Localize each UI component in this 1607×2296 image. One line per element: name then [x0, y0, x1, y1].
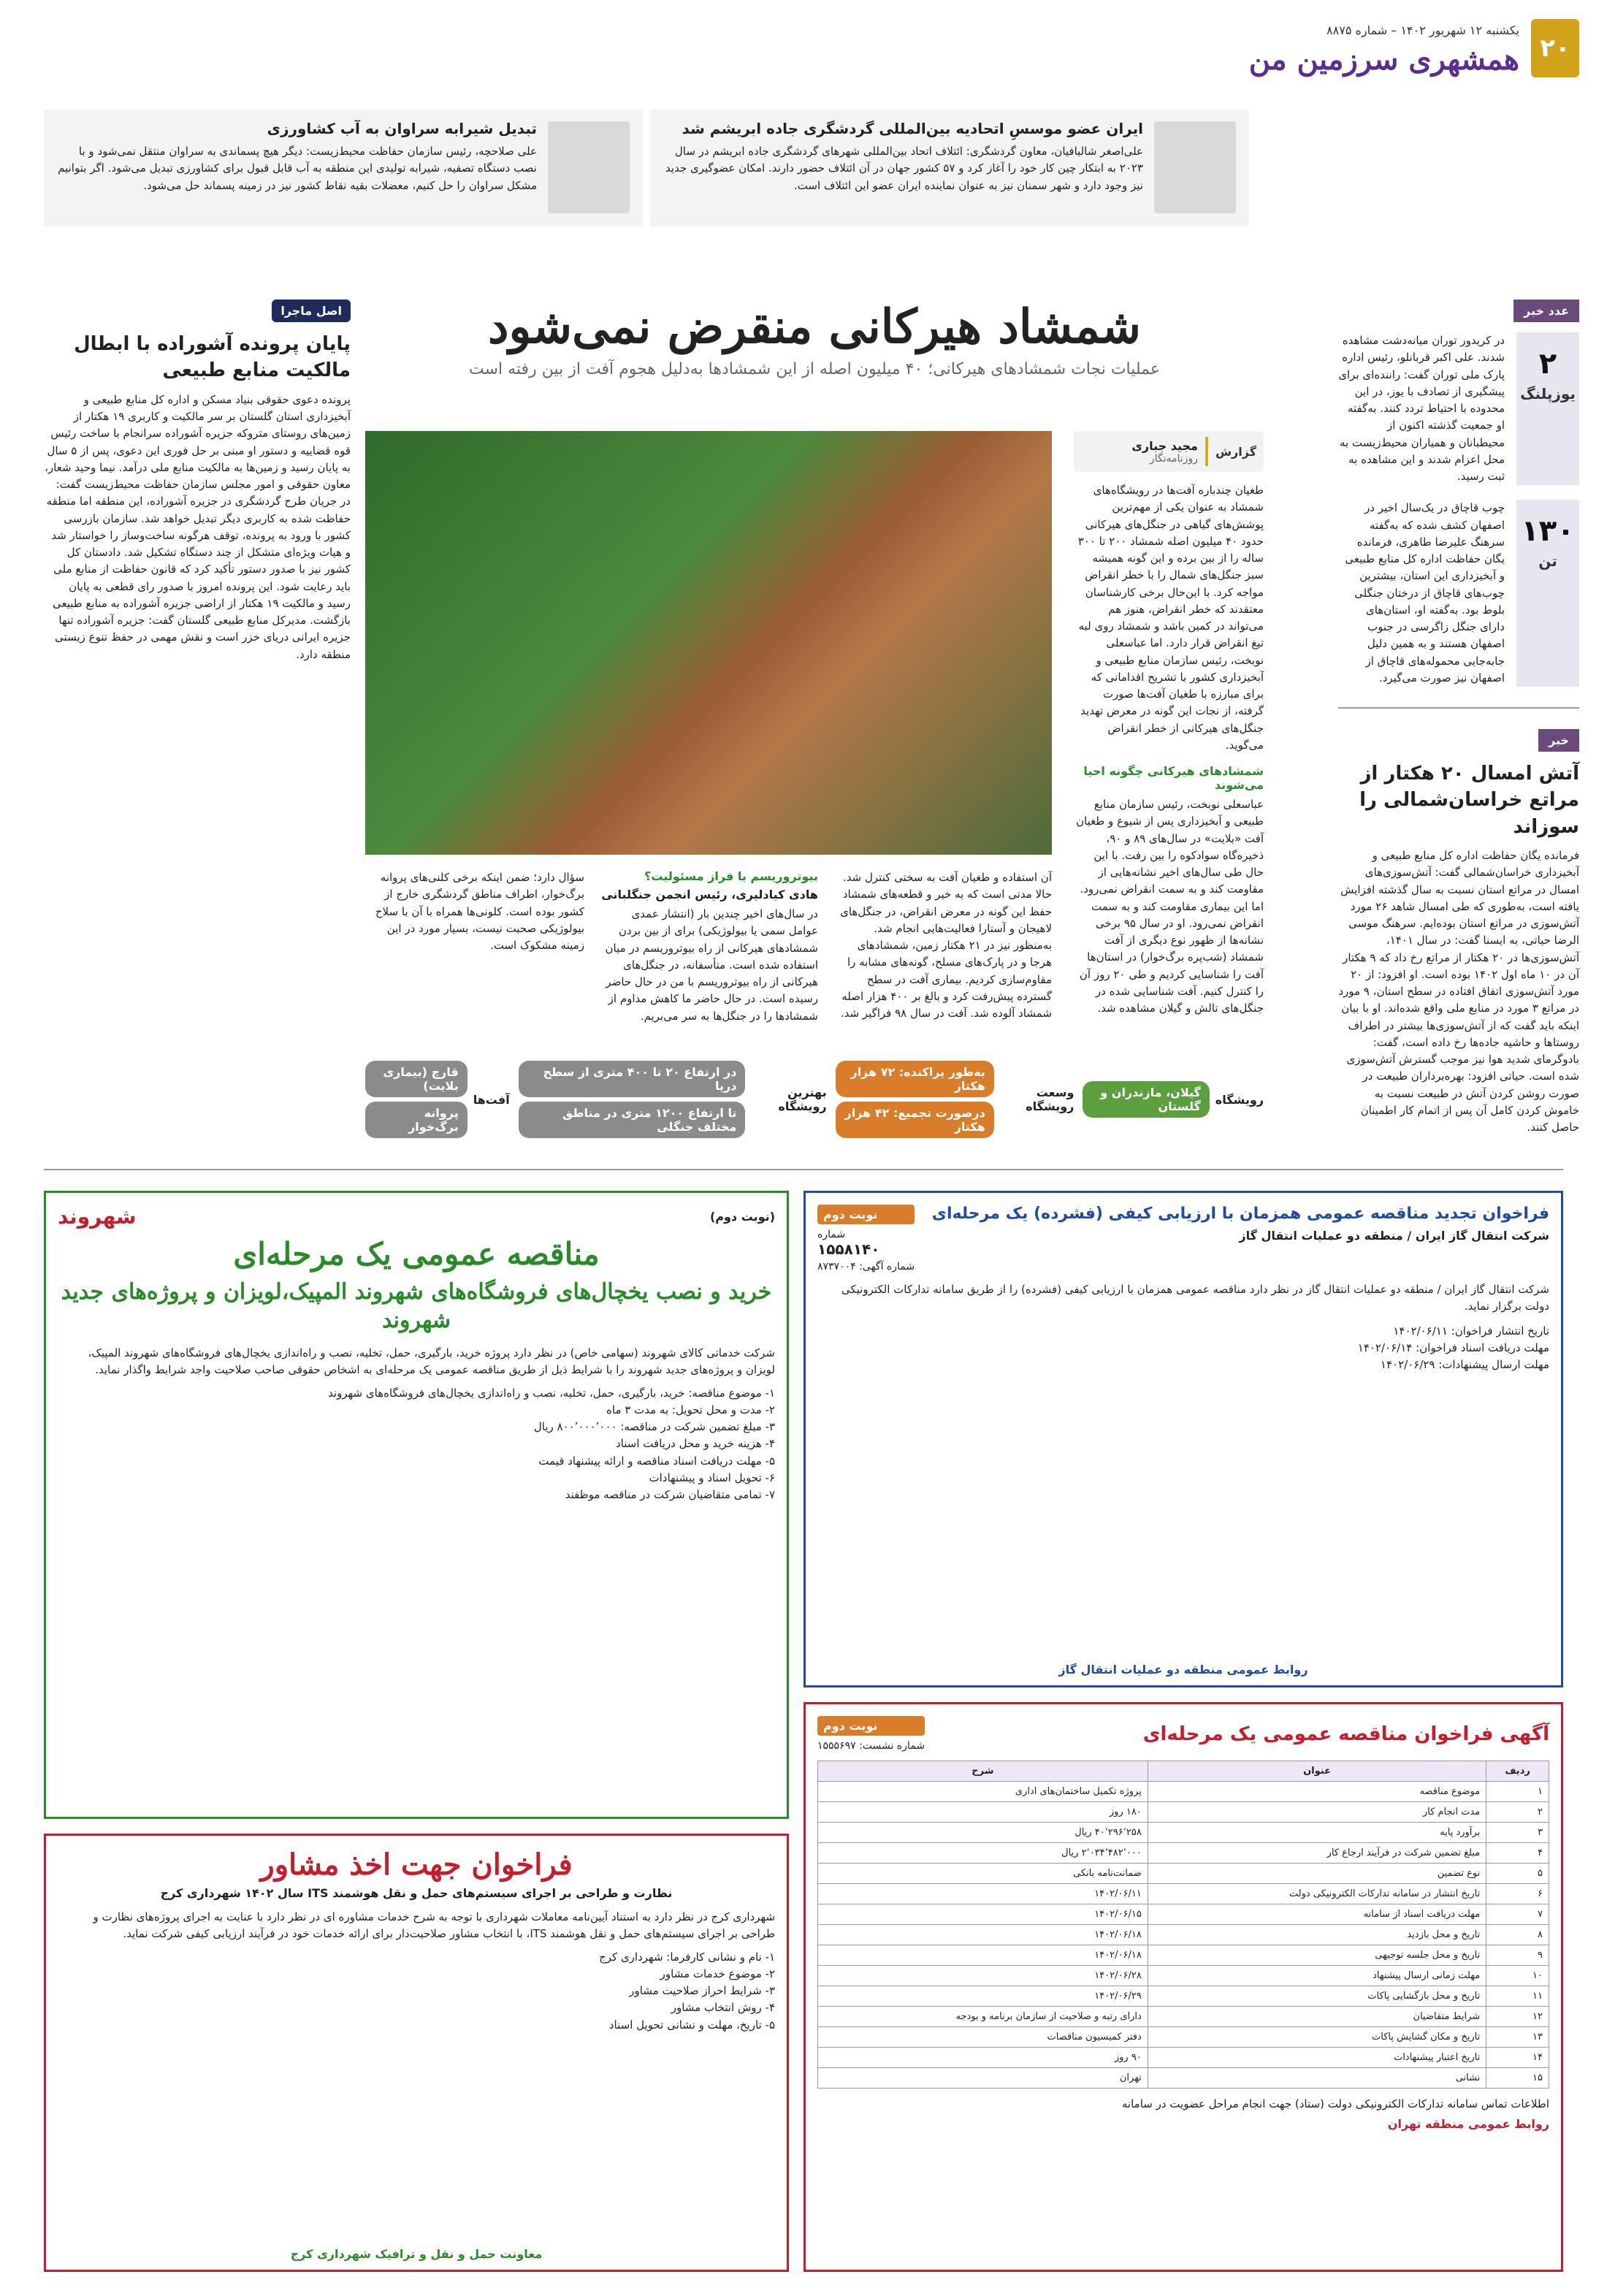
ad-footer: اطلاعات تماس سامانه تدارکات الکترونیکی دولت (ستاد) جهت انجام مراحل عضویت در سامانه [1121, 2097, 1549, 2110]
table-cell: ۲ [1486, 1802, 1549, 1823]
ad-item: ۶- تحویل اسناد و پیشنهادات [649, 1471, 775, 1484]
table-cell: مهلت زمانی ارسال پیشنهاد [1148, 1966, 1486, 1986]
ad-subtitle: خرید و نصب یخچال‌های فروشگاه‌های شهروند المپیک،لویزان و پروژه‌های جدید شهروند [61, 1279, 772, 1333]
table-cell: ۱۴۰۲/۰۶/۱۵ [818, 1904, 1148, 1925]
table-row [818, 1945, 1549, 1966]
table-cell: ۲٬۰۳۴٬۴۸۲٬۰۰۰ ریال [818, 1843, 1148, 1864]
table-row [818, 2068, 1549, 2089]
main-body-1: طغیان چندباره آفت‌ها در رویشگاه‌های شمشاد به عنوان یکی از مهم‌ترین پوشش‌های گیاهی در جنگل‌های هیرکانی حدود ۴۰ میلیون اصله شمشاد ۲۰۰ تا ۳۰۰ ساله را از بین برده و این گونه همیشه سبز جنگل‌های شمال را با خطر انقراض مواجه کرد. با این‌حال برخی کارشناسان معتقدند که خطر انقراض، هنوز هم می‌تواند در کمین باشد و شمشاد روی لبه تیغ انقراض قرار دارد. اما عباسعلی نوبخت، رئیس سازمان منابع طبیعی و آبخیزداری کشور با تشریح اقدامانی که برای مبارزه با طغیان آفت‌ها صورت گرفته، از نجات این گونه در معرض تهدید جنگل‌های هیرکانی از خطر انقراض می‌گوید. [1077, 484, 1264, 752]
ad-company: روابط عمومی منطقه تهران [1387, 2117, 1549, 2132]
table-cell: پروژه تکمیل ساختمان‌های اداری [818, 1782, 1148, 1802]
top-news-1 [650, 110, 1249, 226]
main-subhead: عملیات نجات شمشادهای هیرکانی؛ ۴۰ میلیون اصله از این شمشادها به‌دلیل هجوم آفت از بین رفته است [468, 360, 1161, 378]
right-body: پرونده دعوی حقوقی بنیاد مسکن و اداره کل منابع طبیعی و آبخیزداری استان گلستان بر سر مالکیت و کاربری ۱۹ هکتار از زمین‌های روستای متروکه جزیره آشوراده سرانجام با ساخت رئیس قوه قضاییه و دستور او مبنی بر حل فوری این دعوی، پس از ۵ سال به پایان رسید و زمین‌ها به مالکیت منابع ملی درآمد. نیما وحید شعار، معاون حقوقی و امور مجلس سازمان حفاظت محیط‌زیست گفت: در جریان طرح گردشگری در جزیره آشوراده، این منطقه اما منطقه حفاظت شده به کاربری دیگر تبدیل خواهد شد. سازمان بازرسی کشور با ورود به پرونده، توقف هرگونه ساخت‌وساز را خواستار شد و هیات ویژه‌ای متشکل از چند دستگاه تشکیل شد. دادستان کل کشور نیز با صدور دستور تأکید کرد که قانون حفاظت از منابع ملی باید رعایت شود. این پرونده امروز با صدور رای قطعی به پایان رسید و مالکیت ۱۹ هکتار از اراضی جزیره آشوراده به منابع طبیعی بازگشت. مدیرکل منابع طبیعی گلستان گفت: جزیره آشوراده تنها جزیره ایرانی دریای خزر است و نقش مهمی در حفظ تنوع زیستی منطقه دارد. [45, 392, 351, 661]
news-title: تبدیل شیرابه سراوان به آب کشاورزی [267, 120, 537, 137]
ad-heading: فراخوان تجدید مناقصه عمومی همزمان با ارزیابی کیفی (فشرده) یک مرحله‌ای [931, 1205, 1549, 1223]
table-cell: ۶ [1486, 1884, 1549, 1904]
table-cell: ۱۵ [1486, 2068, 1549, 2089]
sidebar-body: در سال‌های اخیر چندین بار (انتشار عمدی عوامل سمی یا بیولوژیکی) برای از بین بردن شمشادهای هیرکانی از راه بیوتروریسم در میان استفاده شده است. متأسفانه، در جنگل‌های هیرکانی از راه بیوتروریسم با من در حال حاضر رسیده است. در حال حاضر ما کاهش مداوم از شمشادها را در جنگل‌ها به سر می‌بریم. [605, 907, 818, 1023]
ad-item: ۳- شرایط احراز صلاحیت مشاور [629, 1984, 775, 1997]
badge: اصل ماجرا [272, 300, 351, 322]
news-body: علی صلاحچه، رئیس سازمان حفاظت محیط‌زیست: دیگر هیچ پسماندی به سراوان منتقل نمی‌شود و با نصب دستگاه تصفیه، شیرابه تولیدی این منطقه به آب قابل قبول برای کشاورزی تبدیل می‌شود. اگر بتوانیم مشکل سراوان را حل کنیم، معضلات بقیه نقاط کشور نیز در زمینه پسماند حل می‌شود. [58, 145, 537, 192]
ad-item: ۴- روش انتخاب مشاور [671, 2001, 775, 2015]
table-header: ردیف [1486, 1761, 1549, 1782]
author-role: روزنامه‌نگار [1149, 452, 1198, 465]
brief-text: چوب قاچاق در یک‌سال اخیر در اصفهان کشف شده که به‌گفته سرهنگ علیرضا طاهری، فرمانده یگان حفاظت اداره کل منابع طبیعی و آبخیزداری این استان، بیشترین چوب‌های قاچاق از درختان جنگلی بلوط بود. به‌گفته او، استان‌های دارای جنگل زاگرسی در جنوب اصفهان هستند و به همین دلیل جابه‌جایی محموله‌های قاچاق از اصفهان نیز صورت می‌گیرد. [1345, 501, 1505, 684]
table-cell: مبلغ تضمین شرکت در فرآیند ارجاع کار [1148, 1843, 1486, 1864]
info-pill-area-2: درصورت تجمیع: ۴۲ هزار هکتار [836, 1102, 994, 1138]
news-body: علی‌اصغر شالبافیان، معاون گردشگری: ائتلاف اتحاد بین‌المللی شهرهای گردشگری جاده ابریشم در سال ۲۰۲۳ به ابتکار چین کار خود را آغاز کرد و ۵۷ کشور جهان در آن ائتلاف حضور دارند. امکان عضوگیری جدید نیز وجود دارد و شهر سمنان نیز به عنوان نماینده ایران عضو این ائتلاف است. [665, 145, 1143, 192]
info-pill-area-1: به‌طور پراکنده: ۷۲ هزار هکتار [836, 1061, 994, 1097]
ad-company: شرکت انتقال گاز ایران / منطقه دو عملیات انتقال گاز [1239, 1229, 1549, 1243]
forest-photo [365, 431, 1052, 855]
info-pill-best-2: تا ارتفاع ۱۲۰۰ متری در مناطق مختلف جنگلی [519, 1102, 746, 1138]
table-cell: ۱۳ [1486, 2027, 1549, 2048]
info-label: بهترین رویشگاه [778, 1086, 827, 1113]
brief-unit: یوزپلنگ [1520, 385, 1576, 403]
table-cell: ۸ [1486, 1925, 1549, 1945]
ad-footer: معاونت حمل و نقل و ترافیک شهرداری کرج [290, 2247, 543, 2261]
table-cell: ۳ [1486, 1823, 1549, 1843]
news-title: آتش امسال ۲۰ هکتار از مراتع خراسان‌شمالی را سوزاند [1359, 763, 1579, 838]
table-cell: تاریخ و محل بازگشایی پاکات [1148, 1986, 1486, 2007]
table-cell: ۱۴۰۲/۰۶/۱۸ [818, 1945, 1148, 1966]
ad-table [817, 1761, 1549, 2089]
table-cell: ۵ [1486, 1864, 1549, 1884]
table-row [818, 1782, 1549, 1802]
top-news-2 [44, 110, 643, 226]
table-cell: ۱۴۰۲/۰۶/۱۱ [818, 1884, 1148, 1904]
ad-right-bottom [804, 1702, 1563, 2272]
ad-number: ۱۵۵۸۱۴۰ [817, 1240, 880, 1258]
table-row [818, 1884, 1549, 1904]
info-pill-pest-2: پروانه برگ‌خوار [365, 1102, 467, 1138]
table-cell: ۱۴ [1486, 2048, 1549, 2068]
ad-body: شهرداری کرج در نظر دارد به استناد آیین‌نامه معاملات شهرداری با توجه به شرح خدمات مشاوره ای در نظر دارد با عنایت به اجرای پروژه‌های نظارت و طراحی بر اجرای سیستم‌های حمل و نقل هوشمند ITS، با انتخاب مشاور صلاحیت‌دار برای ارائه خدمات خود در فرآیند ارزیابی کیفی شرکت نماید. [93, 1910, 775, 1941]
author-name: مجید جباری [1131, 438, 1198, 453]
sidebar-question: بیوتروریسم یا فراز مسئولیت؟ [644, 869, 818, 883]
main-story [365, 300, 1264, 1147]
table-cell: برآورد پایه [1148, 1823, 1486, 1843]
table-cell: ۴۰٬۲۹۶٬۲۵۸ ریال [818, 1823, 1148, 1843]
ad-body: شرکت انتقال گاز ایران / منطقه دو عملیات انتقال گاز در نظر دارد مناقصه عمومی همزمان با ارزیابی کیفی (فشرده) را از طریق سامانه تدارکات الکترونیکی دولت برگزار نماید. [841, 1283, 1549, 1313]
ad-number: شماره نشست: ۱۵۵۵۶۹۷ [817, 1740, 925, 1752]
table-cell: تاریخ و محل بازدید [1148, 1925, 1486, 1945]
table-cell: تاریخ انتشار در سامانه تدارکات الکترونیکی دولت [1148, 1884, 1486, 1904]
ad-item: ۷- تمامی متقاضیان شرکت در مناقصه موظفند [565, 1488, 775, 1501]
ad-round: نوبت دوم [817, 1716, 925, 1736]
brief-number-box [1516, 332, 1579, 485]
info-label: رویشگاه [1215, 1092, 1264, 1107]
table-cell: دارای رتبه و صلاحیت از سازمان برنامه و بودجه [818, 2007, 1148, 2027]
table-cell: ۱۴۰۲/۰۶/۱۸ [818, 1925, 1148, 1945]
table-cell: ۱۴۰۲/۰۶/۲۹ [818, 1986, 1148, 2007]
table-row [818, 2048, 1549, 2068]
ad-left-bottom [44, 1834, 789, 2272]
main-headline: شمشاد هیرکانی منقرض نمی‌شود [487, 300, 1142, 354]
table-cell: ۱۰ [1486, 1966, 1549, 1986]
ad-footer: روابط عمومی منطقه دو عملیات انتقال گاز [1058, 1663, 1308, 1677]
ad-item: ۲- مدت و محل تحویل: به مدت ۳ ماه [606, 1403, 775, 1416]
ad-right-top [804, 1191, 1563, 1687]
table-cell: تاریخ اعتبار پیشنهادات [1148, 2048, 1486, 2068]
ad-subtitle: نظارت و طراحی بر اجرای سیستم‌های حمل و نقل هوشمند ITS سال ۱۴۰۲ شهرداری کرج [160, 1886, 673, 1900]
brief-number: ۲ [1538, 347, 1557, 381]
table-cell: نشانی [1148, 2068, 1486, 2089]
table-cell: تاریخ و محل جلسه توجیهی [1148, 1945, 1486, 1966]
info-label: وسعت رویشگاه [1026, 1086, 1074, 1113]
ad-item: ۳- مبلغ تضمین شرکت در مناقصه: ۸۰۰٬۰۰۰٬۰۰۰ ریال [533, 1420, 775, 1433]
ad-item: تاریخ انتشار فراخوان: ۱۴۰۲/۰۶/۱۱ [1393, 1324, 1549, 1338]
news-body: فرمانده یگان حفاظت اداره کل منابع طبیعی و آبخیزداری خراسان‌شمالی گفت: آتش‌سوزی‌های امسال در مراتع استان نسبت به سال گذشته افزایش یافته است، به‌طوری که طی امسال شاهد ۲۶ مورد آتش‌سوزی در مراتع استان بوده‌ایم. سرهنگ موسی الرضا حیاتی، به ایسنا گفت: در سال ۱۴۰۱، آتش‌سوزی‌ها در ۲۰ هکتار از مراتع رخ داد که ۹ هکتار آن در ۱۰ ماه اول ۱۴۰۲ بوده است. او افزود: از ۲۰ مورد آتش‌سوزی اتفاق افتاده در سطح استان، ۹ مورد در مراتع ۳ مورد در منابع ملی واقع شده‌اند. او با بیان اینکه باید گفت که از آتش‌سوزی‌ها بیشتر در اطراف روستاها و حاشیه جاده‌ها رخ داده است، گفت: بادوگرمای شدید هوا نیز موجب گسترش آتش‌سوزی شده است. حیاتی افزود: بهره‌برداران طبیعت در صورت روشن کردن آتش در طبیعت نسبت به خاموش کردن کامل آن پس از اتمام کار اطمینان حاصل کنند. [1338, 849, 1579, 1134]
info-pill-pest-1: قارچ (بیماری بلایت) [365, 1061, 467, 1097]
right-column [44, 300, 351, 1147]
info-pill-best-1: در ارتفاع ۲۰ تا ۴۰۰ متری از سطح دریا [519, 1061, 746, 1097]
brief-unit: تن [1538, 552, 1557, 571]
ad-number-label: شماره [817, 1229, 846, 1240]
ad-item: ۱- موضوع مناقصه: خرید، بارگیری، حمل، تخلیه، نصب و راه‌اندازی یخچال‌های فروشگاه‌های شهروند [328, 1386, 775, 1400]
table-cell: ضمانت‌نامه بانکی [818, 1864, 1148, 1884]
table-cell: ۱۸۰ روز [818, 1802, 1148, 1823]
table-cell: تاریخ و مکان گشایش پاکات [1148, 2027, 1486, 2048]
ad-item: ۱- نام و نشانی کارفرما: شهرداری کرج [599, 1950, 775, 1964]
ad-item: مهلت دریافت اسناد فراخوان: ۱۴۰۲/۰۶/۱۴ [1357, 1340, 1549, 1354]
sidebar-author: هادی کیادلیری، رئیس انجمن جنگلبانی [601, 888, 818, 901]
table-cell: شرایط متقاضیان [1148, 2007, 1486, 2027]
table-cell: ۱۴۰۲/۰۶/۲۸ [818, 1966, 1148, 1986]
ad-heading: مناقصه عمومی یک مرحله‌ای [233, 1236, 600, 1272]
news-photo [548, 121, 630, 213]
page-divider [44, 1169, 1563, 1170]
info-pill-habitat: گیلان، مازندران و گلستان [1083, 1081, 1209, 1118]
ad-item: ۲- موضوع خدمات مشاور [660, 1967, 775, 1980]
info-bar [365, 1059, 1264, 1140]
table-row [818, 1904, 1549, 1925]
table-cell: ۱۲ [1486, 2007, 1549, 2027]
table-header: شرح [818, 1761, 1148, 1782]
table-row [818, 1802, 1549, 1823]
ad-item: ۴- هزینه خرید و محل دریافت اسناد [615, 1437, 775, 1451]
table-row [818, 1925, 1549, 1945]
table-cell: ۴ [1486, 1843, 1549, 1864]
table-row [818, 1966, 1549, 1986]
brief-text: در کریدور توران میانه‌دشت مشاهده شدند. علی اکبر قربانلو، رئیس اداره پارک ملی توران گفت: راننده‌ای برای پیشگیری از تصادف با یوز، در این محدوده با احتیاط تردد کنند. به‌گفته او جمعیت گذشته اکنون از محیطبانان و همیاران محیط‌زیست به محل اعزام شدند و این مشاهده به ثبت رسید. [1338, 334, 1505, 483]
page-number-badge: ۲۰ [1531, 19, 1579, 77]
table-cell: مدت انجام کار [1148, 1802, 1486, 1823]
ad-item: ۵- مهلت دریافت اسناد مناقصه و ارائه پیشنهاد قیمت [538, 1454, 775, 1468]
news-title: ایران عضو موسسِ اتحادیه بین‌المللی گردشگری جاده ابریشم شد [682, 120, 1143, 137]
main-body-2: عباسعلی نوبخت، رئیس سازمان منابع طبیعی و آبخیزداری پس از شیوع و طغیان آفت «بلایت» در سال‌های ۸۹ و ۹۰، ذخیره‌گاه سوادکوه را بین رفت. با این حال طی سال‌های اخیر نشانه‌هایی از مقاومت کند و به سمت انقراض نمی‌رود. اما این بیماری مقاومت کند و به سمت انقراض نمی‌رود. او در سال ۹۵ برخی نشانه‌ها از ظهور نوع دیگری از آفت شمشاد (شب‌پره برگ‌خوار) در استان‌ها آفت را شناسایی کردیم و طی ۲۰ روز آن را کنترل کنیم. آفت شناسایی شده در جنگل‌های تالش و گیلان مشاهده شد. [1075, 798, 1264, 1015]
ad-heading: آگهی فراخوان مناقصه عمومی یک مرحله‌ای [1142, 1723, 1549, 1745]
table-row [818, 1843, 1549, 1864]
table-cell: مهلت دریافت اسناد از سامانه [1148, 1904, 1486, 1925]
brief-number-box [1516, 500, 1579, 687]
table-cell: ۹ [1486, 1945, 1549, 1966]
ad-item: مهلت ارسال پیشنهادات: ۱۴۰۲/۰۶/۲۹ [1380, 1358, 1549, 1371]
ad-left-top [44, 1191, 789, 1819]
logo: همشهری سرزمین من [1248, 42, 1519, 77]
news-label: خبر [1538, 729, 1579, 752]
brief-sidebar [1338, 300, 1579, 1147]
table-row [818, 1986, 1549, 2007]
table-row [818, 2027, 1549, 2048]
info-label: آفت‌ها [473, 1092, 510, 1107]
page-header [0, 0, 1607, 95]
table-row [818, 1823, 1549, 1843]
ad-round: (نوبت دوم) [709, 1210, 775, 1224]
section-title: شمشادهای هیرکانی چگونه احیا می‌شوند [1083, 764, 1264, 792]
brief-number: ۱۳۰ [1521, 514, 1575, 549]
ad-round: نوبت دوم [817, 1205, 915, 1224]
table-row [818, 2007, 1549, 2027]
brief-label: عدد خبر [1514, 300, 1579, 322]
ad-heading: فراخوان جهت اخذ مشاور [260, 1847, 573, 1882]
table-row [818, 1864, 1549, 1884]
table-cell: ۱ [1486, 1782, 1549, 1802]
ad-id: شماره آگهی: ۸۷۳۷۰۰۴ [817, 1261, 915, 1273]
table-cell: ۱۱ [1486, 1986, 1549, 2007]
table-cell: دفتر کمیسیون مناقصات [818, 2027, 1148, 2048]
right-title: پایان پرونده آشوراده با ابطال مالکیت منابع طبیعی [74, 333, 351, 382]
table-cell: تهران [818, 2068, 1148, 2089]
ad-brand: شهروند [58, 1205, 137, 1229]
main-body-3: آن استفاده و طغیان آفت به سختی کنترل شد. حالا مدتی است که به خیر و قطعه‌های شمشاد حفظ این گونه در معرض انقراض، در جنگل‌های لاهیجان و آستارا فعالیت‌هایی انجام شد. به‌منظور نیز در ۲۱ هکتار زمین، شمشادهای هرجا و در پارک‌های مسلح، گونه‌های مشابه را مقاوم‌سازی کردیم. بیماری آفت در سطح گسترده پیش‌رفت کرد و بالغ بر ۴۰۰ هزار اصله شمشاد آلوده شد. آفت در سال ۹۸ فراگیر شد. [840, 871, 1052, 1020]
table-cell: ۹۰ روز [818, 2048, 1148, 2068]
news-photo [1154, 121, 1236, 213]
table-header: عنوان [1148, 1761, 1486, 1782]
table-cell: موضوع مناقصه [1148, 1782, 1486, 1802]
report-label: گزارش [1215, 444, 1256, 459]
table-cell: ۷ [1486, 1904, 1549, 1925]
sidebar-body-2: سؤال دارد؛ ضمن اینکه برخی کلنی‌های پروانه برگ‌خوار، اطراف مناطق گردشگری خارج از کشور بوده است. کلونی‌ها همراه با آن با سلاح بیولوژیکی صحبت نیست، بسیار مورد در این زمینه مشکوک است. [375, 871, 584, 952]
ad-body: شرکت خدماتی کالای شهروند (سهامی خاص) در نظر دارد پروژه خرید، بارگیری، حمل، تخلیه، نصب و راه‌اندازی یخچال‌های فروشگاه‌های شهروند المپیک، لویزان و پروژه‌های جدید شهروند را با شرایط ذیل از طریق مناقصه عمومی یک مرحله‌ای به اشخاص حقوقی صاحب صلاحیت واجد شرایط واگذار نماید. [88, 1346, 775, 1377]
date-line: یکشنبه ۱۲ شهریور ۱۴۰۲ – شماره ۸۸۷۵ [1327, 23, 1519, 37]
ad-item: ۵- تاریخ، مهلت و نشانی تحویل اسناد [608, 2018, 775, 2032]
table-cell: نوع تضمین [1148, 1864, 1486, 1884]
